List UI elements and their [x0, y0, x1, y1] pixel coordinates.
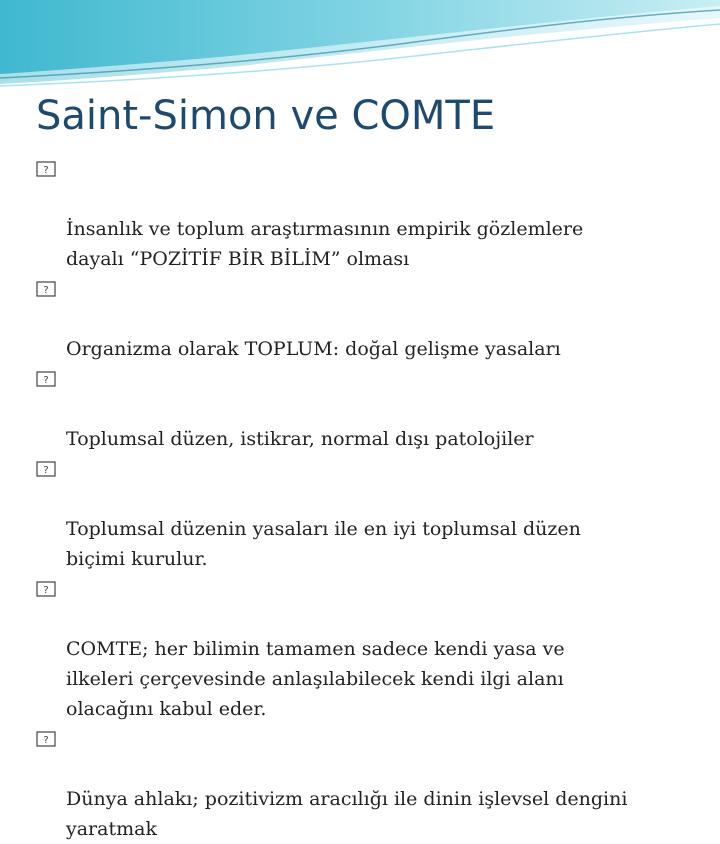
wave-band-front — [0, 0, 720, 74]
bullet-item — [36, 574, 696, 724]
bullet-item — [36, 454, 696, 574]
svg-text:?: ? — [43, 375, 49, 386]
bullet-item — [36, 154, 696, 274]
slide-title: Saint-Simon ve COMTE — [36, 93, 496, 139]
bullet-list — [36, 154, 696, 844]
missing-glyph-box-icon — [36, 371, 56, 387]
bullet-text: Organizma olarak TOPLUM: doğal gelişme yasaları — [66, 338, 561, 360]
svg-text:?: ? — [43, 165, 49, 176]
bullet-item — [36, 274, 696, 364]
svg-text:?: ? — [43, 465, 49, 476]
missing-glyph-box-icon — [36, 461, 56, 477]
missing-glyph-box-icon — [36, 731, 56, 747]
svg-text:?: ? — [43, 735, 49, 746]
bullet-text: Toplumsal düzenin yasaları ile en iyi toplumsal düzen biçimi kurulur. — [66, 518, 581, 570]
missing-glyph-box-icon — [36, 281, 56, 297]
bullet-text: İnsanlık ve toplum araştırmasının empirik gözlemlere dayalı “POZİTİF BİR BİLİM” olması — [66, 218, 584, 270]
bullet-text: COMTE; her bilimin tamamen sadece kendi yasa ve ilkeleri çerçevesinde anlaşılabilecek kendi ilgi alanı olacağını kabul eder. — [66, 638, 565, 720]
svg-text:?: ? — [43, 285, 49, 296]
header-wave-decoration — [0, 0, 720, 90]
svg-text:?: ? — [43, 585, 49, 596]
bullet-text: Toplumsal düzen, istikrar, normal dışı patolojiler — [66, 428, 534, 450]
bullet-item — [36, 724, 696, 844]
bullet-item — [36, 364, 696, 454]
missing-glyph-box-icon — [36, 161, 56, 177]
bullet-text: Dünya ahlakı; pozitivizm aracılığı ile dinin işlevsel dengini yaratmak — [66, 788, 628, 840]
missing-glyph-box-icon — [36, 581, 56, 597]
